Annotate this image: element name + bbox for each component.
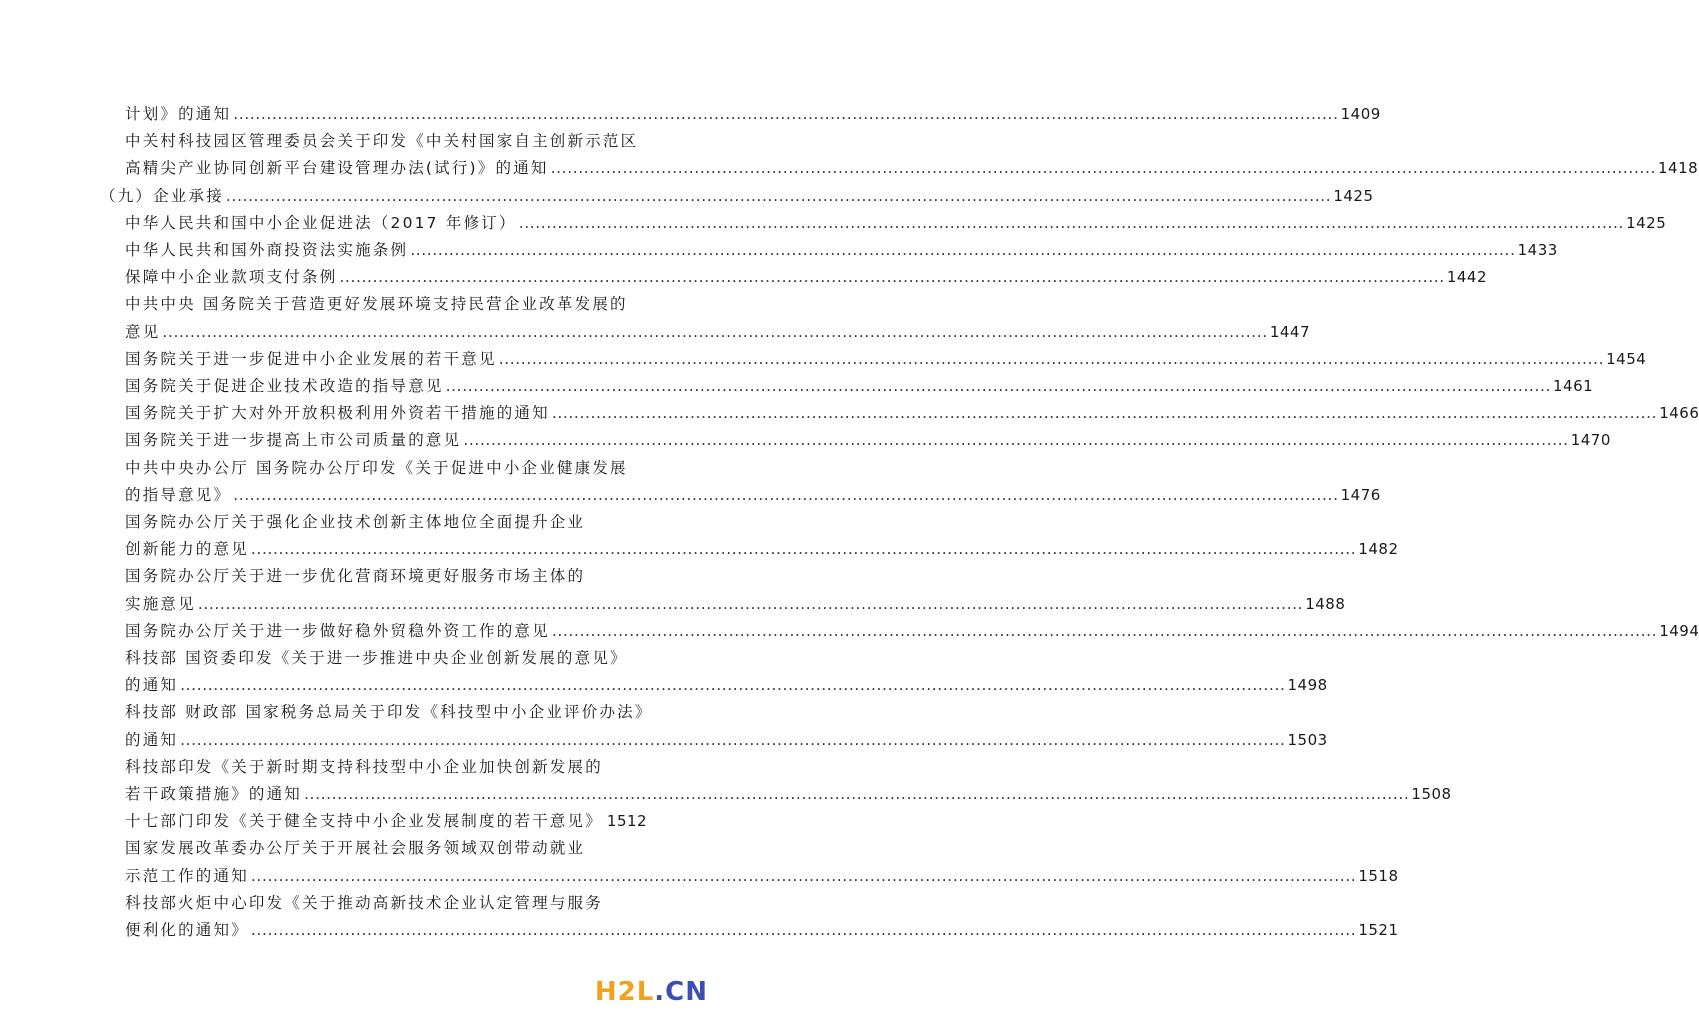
toc-entry-title: 科技部 国资委印发《关于进一步推进中央企业创新发展的意见》 [125,649,628,667]
toc-entry-title: 保障中小企业款项支付条例 [125,268,338,287]
toc-entry-title: 的指导意见》 [125,485,232,504]
toc-entry-title: 实施意见 [125,594,196,613]
toc-entry-line [125,591,1346,617]
toc-page-number: 1425 [1626,213,1667,232]
toc-entry-line [125,210,1667,236]
toc-entry-title: 便利化的通知》 [125,921,249,939]
toc-entry-line [125,863,1399,889]
toc-leader-dots [198,591,1303,617]
toc-entry-title: 的通知 [125,730,179,749]
toc-page-number: 1482 [1358,540,1399,559]
toc-leader-dots [233,482,1338,508]
toc-entry-line [125,781,1452,807]
toc-entry-line [125,890,631,916]
toc-page-number: 1518 [1358,866,1399,885]
toc-entry-title: （九）企业承接 [100,186,224,205]
toc-page-number: 1494 [1659,621,1699,640]
toc-leader-dots [251,917,1356,943]
toc-entry-line [125,536,1399,562]
toc-entry-line [125,645,631,671]
toc-entry-title: 国务院关于进一步提高上市公司质量的意见 [125,431,462,450]
toc-leader-dots [162,319,1267,345]
toc-entry-line [125,563,631,589]
toc-page-number: 1521 [1358,921,1399,939]
toc-entry-line [125,699,653,725]
toc-entry-title: 计划》的通知 [125,105,232,123]
toc-page-number: 1466 [1659,404,1699,423]
toc-entry-line [125,427,1611,453]
toc-entry-line [125,346,1647,372]
toc-entry-title: 若干政策措施》的通知 [125,785,303,803]
site-watermark-logo [595,977,708,1007]
toc-leader-dots [251,536,1356,562]
toc-leader-dots [552,400,1657,426]
toc-page-number: 1409 [1340,105,1381,123]
toc-entry-title: 国务院办公厅关于进一步优化营商环境更好服务市场主体的 [125,567,586,586]
toc-entry-line [125,808,648,834]
toc-entry-title: 国务院关于进一步促进中小企业发展的若干意见 [125,349,497,368]
toc-entry-line [125,835,631,861]
toc-entry-title: 十七部门印发《关于健全支持中小企业发展制度的若干意见》 [125,812,603,831]
toc-leader-dots [233,101,1338,127]
toc-page-number: 1461 [1553,377,1594,395]
toc-section-line [100,183,1374,209]
toc-page-number: 1503 [1287,730,1328,749]
toc-leader-dots [251,863,1356,889]
toc-page-number: 1512 [606,812,648,831]
toc-page-number: 1470 [1570,431,1611,450]
toc-entry-line [125,155,1699,181]
toc-entry-title: 的通知 [125,676,179,695]
toc-entry-line [125,291,631,317]
toc-entry-title: 国务院办公厅关于强化企业技术创新主体地位全面提升企业 [125,513,586,531]
toc-entry-line [125,264,1487,290]
toc-entry-line [125,101,1381,127]
toc-entry-title: 中共中央 国务院关于营造更好发展环境支持民营企业改革发展的 [125,295,628,314]
toc-entry-line [125,373,1594,399]
toc-entry-title: 中华人民共和国外商投资法实施条例 [125,241,409,259]
watermark-part1: H2L [594,977,655,1007]
watermark-part2: .CN [654,977,708,1007]
toc-entry-line [125,727,1328,753]
toc-leader-dots [552,618,1657,644]
toc-leader-dots [410,237,1515,263]
toc-entry-title: 意见 [125,322,161,341]
toc-page-number: 1508 [1411,785,1452,803]
toc-entry-line [125,482,1381,508]
toc-entry-title: 国务院办公厅关于进一步做好稳外贸稳外资工作的意见 [125,621,550,640]
toc-entry-title: 中华人民共和国中小企业促进法（2017 年修订） [125,213,517,232]
toc-entry-line [125,754,631,780]
toc-leader-dots [551,155,1656,181]
toc-entry-line [125,319,1310,345]
toc-entry-line [125,672,1328,698]
toc-leader-dots [339,264,1444,290]
toc-page-number: 1425 [1333,186,1374,205]
toc-entry-title: 创新能力的意见 [125,540,249,559]
toc-entry-line [125,618,1699,644]
toc-entry-title: 国务院关于促进企业技术改造的指导意见 [125,377,444,395]
toc-entry-line [125,509,631,535]
toc-entry-line [125,237,1558,263]
toc-entry-line [125,917,1399,943]
toc-page-number: 1498 [1287,676,1328,695]
toc-entry-title: 国务院关于扩大对外开放积极利用外资若干措施的通知 [125,404,550,423]
toc-leader-dots [446,373,1551,399]
toc-leader-dots [463,427,1568,453]
toc-entry-title: 国家发展改革委办公厅关于开展社会服务领域双创带动就业 [125,839,586,858]
toc-page-number: 1442 [1446,268,1487,287]
toc-entry-line [125,455,631,481]
toc-page-number: 1418 [1658,159,1699,178]
toc-entry-title: 科技部火炬中心印发《关于推动高新技术企业认定管理与服务 [125,893,603,912]
toc-entry-title: 科技部印发《关于新时期支持科技型中小企业加快创新发展的 [125,757,603,776]
toc-page-number: 1433 [1517,241,1558,259]
toc-page-number: 1476 [1340,485,1381,504]
toc-entry-line [125,400,1699,426]
toc-leader-dots [519,210,1624,236]
toc-entry-title: 中关村科技园区管理委员会关于印发《中关村国家自主创新示范区 [125,132,639,151]
toc-page-number: 1488 [1305,594,1346,613]
toc-entry-title: 科技部 财政部 国家税务总局关于印发《科技型中小企业评价办法》 [125,703,653,722]
toc-leader-dots [226,183,1331,209]
toc-entry-title: 高精尖产业协同创新平台建设管理办法(试行)》的通知 [125,159,549,178]
toc-entry-title: 示范工作的通知 [125,866,249,885]
toc-entry-line [125,128,639,154]
toc-entry-title: 中共中央办公厅 国务院办公厅印发《关于促进中小企业健康发展 [125,458,628,477]
toc-leader-dots [180,672,1285,698]
toc-leader-dots [499,346,1604,372]
toc-leader-dots [180,727,1285,753]
toc-page-number: 1447 [1269,322,1310,341]
toc-leader-dots [304,781,1409,807]
toc-page-number: 1454 [1606,349,1647,368]
